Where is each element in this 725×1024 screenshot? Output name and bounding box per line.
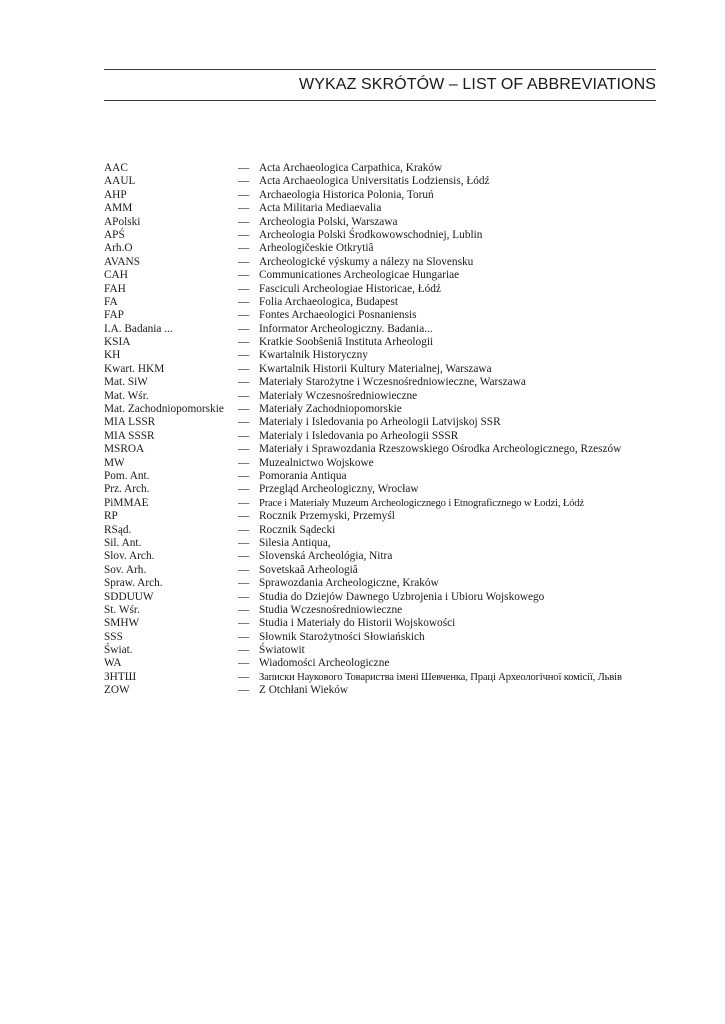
abbreviation-row (104, 323, 664, 336)
abbreviation-expansion: Sprawozdania Archeologiczne, Kraków (259, 577, 439, 590)
abbreviation-expansion: Записки Наукового Товариства імені Шевченка, Праці Археологічної комісії, Львів (259, 671, 622, 683)
abbreviation-separator: — (238, 349, 250, 362)
abbreviation-key: APŚ (104, 228, 125, 241)
abbreviation-row (104, 430, 664, 443)
abbreviation-expansion: Arheologičeskie Otkrytiâ (259, 242, 374, 255)
abbreviation-separator: — (238, 309, 250, 322)
abbreviation-row (104, 349, 664, 362)
abbreviation-expansion: Folia Archaeologica, Budapest (259, 295, 398, 308)
abbreviation-separator: — (238, 403, 250, 416)
abbreviation-row (104, 202, 664, 215)
abbreviation-key: I.A. Badania ... (104, 322, 173, 335)
abbreviation-separator: — (238, 228, 250, 241)
abbreviation-row (104, 216, 664, 229)
abbreviation-key: MSROA (104, 443, 145, 456)
abbreviation-separator: — (238, 550, 250, 563)
abbreviation-row (104, 631, 664, 644)
abbreviation-expansion: Pomorania Antiqua (259, 469, 347, 482)
abbreviation-row (104, 483, 664, 496)
abbreviation-row (104, 617, 664, 630)
abbreviation-row (104, 269, 664, 282)
abbreviation-row (104, 189, 664, 202)
abbreviation-row (104, 175, 664, 188)
abbreviation-key: Kwart. HKM (104, 362, 165, 375)
abbreviation-row (104, 537, 664, 550)
abbreviation-row (104, 591, 664, 604)
abbreviation-expansion: Studia i Materiały do Historii Wojskowości (259, 617, 456, 630)
abbreviation-separator: — (238, 644, 250, 657)
abbreviation-key: Prz. Arch. (104, 483, 150, 496)
abbreviation-key: Mat. Zachodniopomorskie (104, 403, 224, 416)
abbreviation-key: Sil. Ant. (104, 536, 142, 549)
abbreviation-key: MIA LSSR (104, 416, 156, 429)
abbreviation-row (104, 604, 664, 617)
abbreviation-key: SMHW (104, 617, 140, 630)
abbreviation-row (104, 657, 664, 670)
abbreviation-separator: — (238, 670, 250, 683)
abbreviation-expansion: Z Otchłani Wieków (259, 684, 349, 697)
header-rule-top (104, 69, 656, 70)
abbreviation-key: Mat. Wśr. (104, 389, 149, 402)
abbreviation-row (104, 256, 664, 269)
abbreviation-key: Spraw. Arch. (104, 577, 163, 590)
abbreviation-row (104, 684, 664, 697)
abbreviation-row (104, 242, 664, 255)
abbreviation-key: MIA SSSR (104, 429, 155, 442)
abbreviation-expansion: Światowit (259, 644, 305, 657)
abbreviation-separator: — (238, 536, 250, 549)
abbreviation-expansion: Archeologia Polski, Warszawa (259, 215, 398, 228)
abbreviation-separator: — (238, 657, 250, 670)
abbreviation-expansion: Prace i Materiały Muzeum Archeologicznego i Etnograficznego w Łodzi, Łódź (259, 497, 584, 509)
abbreviation-separator: — (238, 483, 250, 496)
abbreviation-key: AMM (104, 202, 133, 215)
abbreviation-key: WA (104, 657, 122, 670)
abbreviation-key: KSIA (104, 336, 131, 349)
abbreviation-expansion: Materiały Starożytne i Wczesnośredniowieczne, Warszawa (259, 376, 526, 389)
abbreviation-separator: — (238, 523, 250, 536)
abbreviation-expansion: Archaeologia Historica Polonia, Toruń (259, 188, 434, 201)
abbreviation-separator: — (238, 456, 250, 469)
abbreviation-key: AHP (104, 188, 127, 201)
abbreviation-separator: — (238, 577, 250, 590)
abbreviation-key: AAUL (104, 175, 136, 188)
abbreviation-key: ЗНТШ (104, 670, 137, 683)
page-heading: WYKAZ SKRÓTÓW – LIST OF ABBREVIATIONS (299, 76, 656, 93)
abbreviation-key: RSąd. (104, 523, 132, 536)
abbreviation-expansion: Materialy i Isledovania po Arheologii SSSR (259, 429, 459, 442)
abbreviation-expansion: Acta Archaeologica Carpathica, Kraków (259, 162, 443, 174)
abbreviation-row (104, 376, 664, 389)
abbreviation-separator: — (238, 188, 250, 201)
abbreviation-key: FAP (104, 309, 124, 322)
abbreviation-row (104, 283, 664, 296)
abbreviation-key: SSS (104, 630, 123, 643)
abbreviation-row (104, 524, 664, 537)
abbreviation-list (104, 162, 664, 698)
abbreviation-key: St. Wśr. (104, 603, 140, 616)
abbreviation-key: PiMMAE (104, 496, 149, 509)
abbreviation-expansion: Acta Militaria Mediaevalia (259, 202, 382, 215)
abbreviation-expansion: Archeologia Polski Środkowowschodniej, Lublin (259, 228, 483, 241)
abbreviation-separator: — (238, 510, 250, 523)
abbreviation-expansion: Wiadomości Archeologiczne (259, 657, 390, 670)
abbreviation-separator: — (238, 202, 250, 215)
abbreviation-expansion: Fontes Archaeologici Posnaniensis (259, 309, 417, 322)
abbreviation-separator: — (238, 590, 250, 603)
abbreviation-key: RP (104, 510, 118, 523)
abbreviation-expansion: Muzealnictwo Wojskowe (259, 456, 374, 469)
abbreviation-separator: — (238, 175, 250, 188)
abbreviation-separator: — (238, 684, 250, 697)
abbreviation-expansion: Silesia Antiqua, (259, 536, 331, 549)
abbreviation-expansion: Kratkie Soobŝeniâ Instituta Arheologii (259, 336, 434, 349)
abbreviation-separator: — (238, 603, 250, 616)
abbreviation-row (104, 564, 664, 577)
abbreviation-row (104, 577, 664, 590)
abbreviation-separator: — (238, 630, 250, 643)
abbreviation-key: Sov. Arh. (104, 563, 147, 576)
abbreviation-expansion: Kwartalnik Historii Kultury Materialnej, Warszawa (259, 362, 492, 375)
abbreviation-row (104, 497, 664, 510)
abbreviation-separator: — (238, 269, 250, 282)
abbreviation-expansion: Slovenská Archeológia, Nitra (259, 550, 393, 563)
abbreviation-expansion: Materiały Wczesnośredniowieczne (259, 389, 418, 402)
abbreviation-separator: — (238, 162, 250, 174)
abbreviation-separator: — (238, 563, 250, 576)
abbreviation-separator: — (238, 469, 250, 482)
abbreviation-key: Slov. Arch. (104, 550, 155, 563)
abbreviation-key: CAH (104, 269, 128, 282)
abbreviation-row (104, 470, 664, 483)
abbreviation-expansion: Acta Archaeologica Universitatis Lodziensis, Łódź (259, 175, 490, 188)
abbreviation-separator: — (238, 242, 250, 255)
abbreviation-expansion: Materiały Zachodniopomorskie (259, 403, 402, 416)
abbreviation-key: ZOW (104, 684, 130, 697)
abbreviation-row (104, 162, 664, 175)
abbreviation-row (104, 671, 664, 684)
abbreviation-row (104, 336, 664, 349)
header-rule-bottom (104, 100, 656, 101)
abbreviation-key: FAH (104, 282, 126, 295)
abbreviation-separator: — (238, 282, 250, 295)
abbreviation-separator: — (238, 617, 250, 630)
abbreviation-separator: — (238, 215, 250, 228)
abbreviation-separator: — (238, 443, 250, 456)
abbreviation-separator: — (238, 496, 250, 509)
abbreviation-key: KH (104, 349, 121, 362)
abbreviation-separator: — (238, 389, 250, 402)
abbreviation-row (104, 229, 664, 242)
abbreviation-expansion: Rocznik Przemyski, Przemyśl (259, 510, 395, 523)
abbreviation-row (104, 416, 664, 429)
abbreviation-expansion: Rocznik Sądecki (259, 523, 336, 536)
abbreviation-expansion: Materialy i Isledovania po Arheologii Latvijskoj SSR (259, 416, 501, 429)
abbreviation-expansion: Archeologické výskumy a nálezy na Slovensku (259, 255, 474, 268)
abbreviation-key: SDDUUW (104, 590, 154, 603)
abbreviation-separator: — (238, 376, 250, 389)
abbreviation-separator: — (238, 322, 250, 335)
abbreviation-expansion: Przegląd Archeologiczny, Wrocław (259, 483, 419, 496)
abbreviation-separator: — (238, 295, 250, 308)
abbreviation-expansion: Studia Wczesnośredniowieczne (259, 603, 403, 616)
abbreviation-row (104, 309, 664, 322)
abbreviation-expansion: Studia do Dziejów Dawnego Uzbrojenia i Ubioru Wojskowego (259, 590, 545, 603)
abbreviation-row (104, 443, 664, 456)
abbreviation-key: Pom. Ant. (104, 469, 150, 482)
abbreviation-expansion: Kwartalnik Historyczny (259, 349, 368, 362)
abbreviation-separator: — (238, 336, 250, 349)
abbreviation-row (104, 363, 664, 376)
abbreviation-expansion: Materiały i Sprawozdania Rzeszowskiego Ośrodka Archeologicznego, Rzeszów (259, 443, 622, 456)
abbreviation-expansion: Fasciculi Archeologiae Historicae, Łódź (259, 282, 441, 295)
abbreviation-key: FA (104, 295, 118, 308)
abbreviation-row (104, 403, 664, 416)
abbreviation-key: Arh.O (104, 242, 133, 255)
abbreviation-key: AAC (104, 162, 128, 174)
abbreviation-separator: — (238, 362, 250, 375)
abbreviation-expansion: Informator Archeologiczny. Badania... (259, 322, 433, 335)
abbreviation-row (104, 390, 664, 403)
abbreviation-row (104, 550, 664, 563)
abbreviation-separator: — (238, 255, 250, 268)
abbreviation-key: Świat. (104, 644, 133, 657)
abbreviation-key: MW (104, 456, 125, 469)
abbreviation-row (104, 296, 664, 309)
abbreviation-key: AVANS (104, 255, 141, 268)
abbreviation-row (104, 644, 664, 657)
abbreviation-expansion: Communicationes Archeologicae Hungariae (259, 269, 460, 282)
abbreviation-expansion: Sovetskaâ Arheologiâ (259, 563, 358, 576)
abbreviation-separator: — (238, 416, 250, 429)
abbreviation-key: APolski (104, 215, 141, 228)
abbreviation-separator: — (238, 429, 250, 442)
abbreviation-row (104, 457, 664, 470)
abbreviation-expansion: Słownik Starożytności Słowiańskich (259, 630, 425, 643)
abbreviation-row (104, 510, 664, 523)
abbreviation-key: Mat. SiW (104, 376, 148, 389)
